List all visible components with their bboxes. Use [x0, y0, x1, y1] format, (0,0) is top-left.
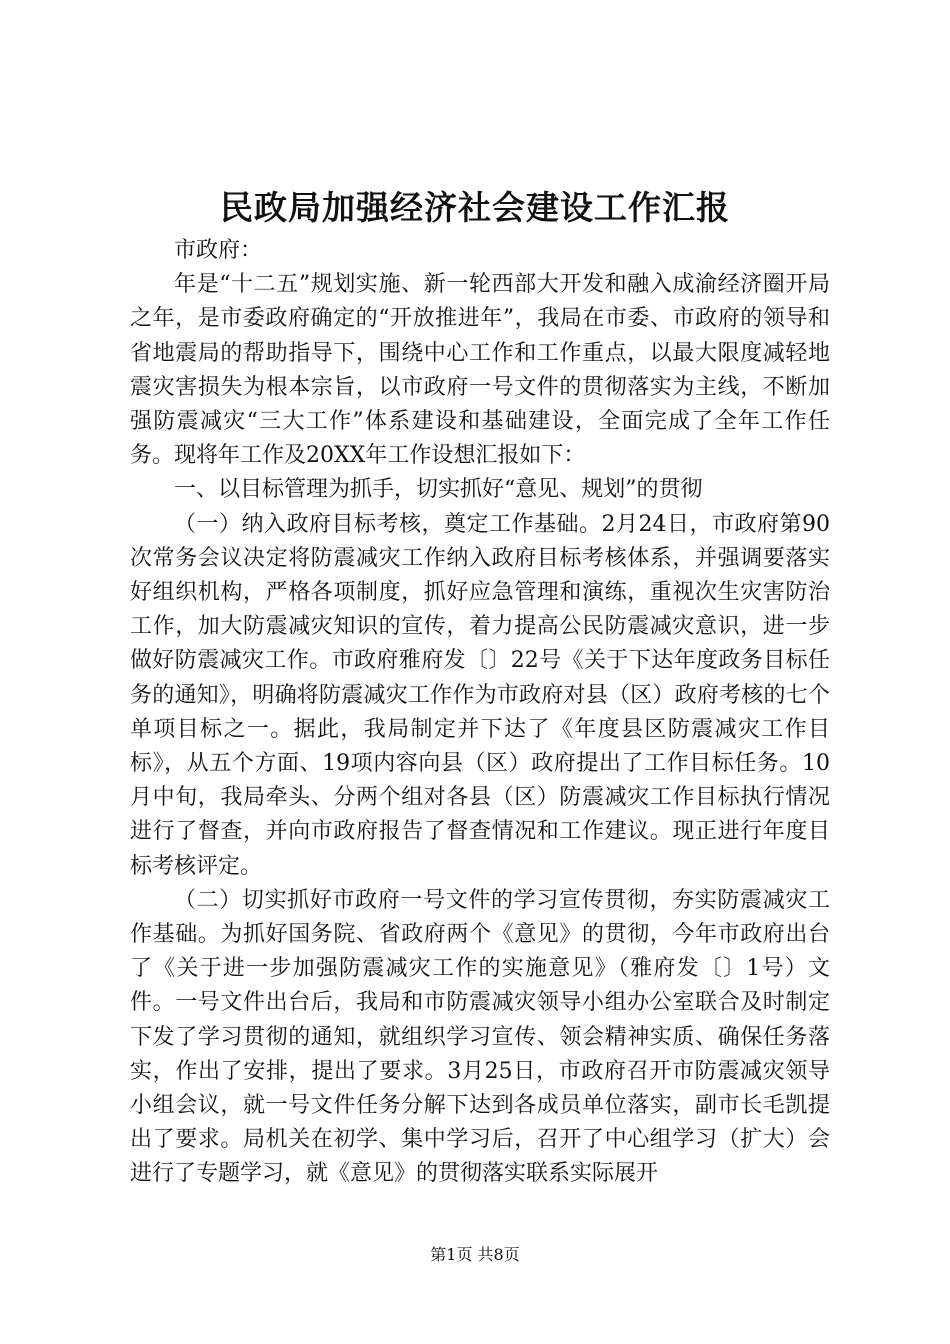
paragraph-subsection-1: （一）纳入政府目标考核，奠定工作基础。2月24日，市政府第90次常务会议决定将防震减灾工作纳入政府目标考核体系，并强调要落实好组织机构，严格各项制度，抓好应急管理和演练，重视次生灾害防治工作，加大防震减灾知识的宣传，着力提高公民防震减灾意识，进一步做好防震减灾工作。市政府雅府发〔〕22号《关于下达年度政务目标任务的通知》，明确将防震减灾工作作为市政府对县（区）政府考核的七个单项目标之一。据此，我局制定并下达了《年度县区防震减灾工作目标》，从五个方面、19项内容向县（区）政府提出了工作目标任务。10月中旬，我局牵头、分两个组对各县（区）防震减灾工作目标执行情况进行了督查，并向市政府报告了督查情况和工作建议。现正进行年度目标考核评定。 [130, 511, 830, 879]
section-heading-1: 一、以目标管理为抓手，切实抓好“意见、规划”的贯彻 [174, 477, 703, 503]
paragraph-intro: 年是“十二五”规划实施、新一轮西部大开发和融入成渝经济圈开局之年，是市委政府确定的“开放推进年”，我局在市委、市政府的领导和省地震局的帮助指导下，围绕中心工作和工作重点，以最大限度减轻地震灾害损失为根本宗旨，以市政府一号文件的贯彻落实为主线，不断加强防震减灾“三大工作”体系建设和基础建设，全面完成了全年工作任务。现将年工作及20XX年工作设想汇报如下： [130, 272, 830, 469]
document-body [130, 234, 830, 1192]
paragraph-subsection-2: （二）切实抓好市政府一号文件的学习宣传贯彻，夯实防震减灾工作基础。为抓好国务院、省政府两个《意见》的贯彻，今年市政府出台了《关于进一步加强防震减灾工作的实施意见》（雅府发〔〕1号）文件。一号文件出台后，我局和市防震减灾领导小组办公室联合及时制定下发了学习贯彻的通知，就组织学习宣传、领会精神实质、确保任务落实，作出了安排，提出了要求。3月25日，市政府召开市防震减灾领导小组会议，就一号文件任务分解下达到各成员单位落实，副市长毛凯提出了要求。局机关在初学、集中学习后，召开了中心组学习（扩大）会进行了专题学习，就《意见》的贯彻落实联系实际展开 [130, 887, 830, 1187]
salutation: 市政府： [174, 238, 263, 263]
document-title: 民政局加强经济社会建设工作汇报 [220, 188, 730, 227]
page-footer: 第1页 共8页 [430, 1245, 520, 1264]
